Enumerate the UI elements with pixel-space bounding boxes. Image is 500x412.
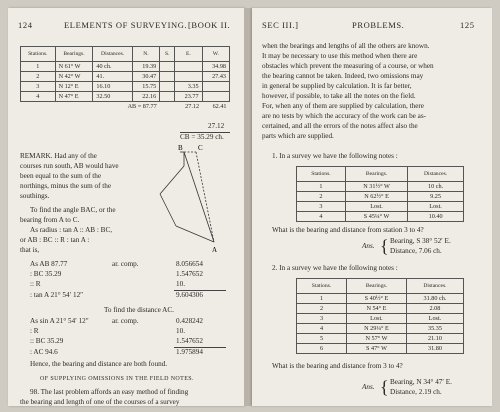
find-line: As radius : tan A :: AB : BC, bbox=[30, 226, 113, 234]
table-cell: 2.08 bbox=[406, 304, 463, 314]
table-cell: 9.25 bbox=[408, 192, 464, 202]
course-line bbox=[160, 194, 176, 226]
point-b-label: B bbox=[178, 144, 183, 152]
calc-line: : R bbox=[30, 327, 39, 335]
traverse-table-header bbox=[21, 47, 230, 62]
table-cell bbox=[160, 62, 175, 72]
col-header-distances: Distances. bbox=[93, 47, 132, 62]
table-row bbox=[297, 344, 464, 354]
notes-table-1 bbox=[296, 166, 464, 222]
table-cell: 2 bbox=[297, 192, 346, 202]
question-1-text: What is the bearing and distance from station 3 to 4? bbox=[272, 226, 424, 234]
table-cell bbox=[160, 82, 175, 92]
table-row bbox=[297, 294, 464, 304]
table-row bbox=[297, 324, 464, 334]
intro-line: certained, and all the errors of the notes affect also the bbox=[262, 122, 418, 130]
right-section-label: SEC III.] bbox=[262, 20, 299, 30]
calc-line: :: R bbox=[30, 280, 41, 288]
table-cell bbox=[160, 72, 175, 82]
answer-2-bearing: Bearing, N 34° 47′ E. bbox=[390, 378, 452, 386]
table-cell: 23.77 bbox=[175, 92, 202, 102]
answer-2-brace: { bbox=[380, 377, 389, 397]
find-line: or AB : BC :: R : tan A : bbox=[20, 236, 90, 244]
calc-line: : AC 94.6 bbox=[30, 348, 58, 356]
table-cell: 21.10 bbox=[406, 334, 463, 344]
col-header-stations: Stations. bbox=[297, 167, 346, 182]
find-line: that is, bbox=[20, 246, 40, 254]
table-cell: 2 bbox=[297, 304, 347, 314]
table-cell: N 57° W bbox=[347, 334, 407, 344]
col-header-distances: Distances. bbox=[408, 167, 464, 182]
section-title: OF SUPPLYING OMISSIONS IN THE FIELD NOTES. bbox=[40, 376, 194, 382]
course-line bbox=[176, 226, 214, 242]
table-cell: 34.98 bbox=[202, 62, 229, 72]
col-header-n: N. bbox=[132, 47, 159, 62]
table-cell: 22.16 bbox=[132, 92, 159, 102]
question-1-title: 1. In a survey we have the following notes : bbox=[272, 152, 398, 160]
table-cell: N 61° W bbox=[55, 62, 93, 72]
table-cell bbox=[175, 62, 202, 72]
table-cell: N 12° E bbox=[55, 82, 93, 92]
table-cell: 31.80 bbox=[406, 344, 463, 354]
notes-table-2 bbox=[296, 278, 464, 354]
calc-line: : BC 35.29 bbox=[30, 270, 62, 278]
table-cell: 10.40 bbox=[408, 212, 464, 222]
calc-line: As sin A 21° 54′ 12″ bbox=[30, 317, 89, 325]
table-cell bbox=[160, 92, 175, 102]
table-cell: 31.80 ch. bbox=[406, 294, 463, 304]
find-line: bearing from A to C. bbox=[20, 216, 80, 224]
table-cell: 4 bbox=[21, 92, 56, 102]
table-cell: 41. bbox=[93, 72, 132, 82]
table-cell: 4 bbox=[297, 324, 347, 334]
table-cell: 3.35 bbox=[175, 82, 202, 92]
table-row bbox=[297, 202, 464, 212]
traverse-table bbox=[20, 46, 230, 112]
table-cell: 32.50 bbox=[93, 92, 132, 102]
calc-value: 8.056654 bbox=[176, 260, 203, 268]
left-page-number: 124 bbox=[18, 20, 33, 30]
table-cell: 3 bbox=[297, 202, 346, 212]
calc-value: 9.604306 bbox=[176, 291, 203, 299]
intro-line: For, when any of them are supplied by calculation, there bbox=[262, 102, 424, 110]
table-row bbox=[297, 182, 464, 192]
table-row bbox=[297, 334, 464, 344]
col-header-bearings: Bearings. bbox=[55, 47, 93, 62]
intro-line: obstacles which prevent the measuring of a course, or when bbox=[262, 62, 434, 70]
table-cell: S 40½° E bbox=[347, 294, 407, 304]
e-total: 27.12 bbox=[175, 102, 202, 112]
col-header-stations: Stations. bbox=[21, 47, 56, 62]
table-cell: 1 bbox=[297, 294, 347, 304]
calc-value: 0.428242 bbox=[176, 317, 203, 325]
table-cell: N 29¼° E bbox=[347, 324, 407, 334]
table-row bbox=[297, 314, 464, 324]
right-running-title: PROBLEMS. bbox=[352, 20, 405, 30]
table-cell: 4 bbox=[297, 212, 346, 222]
table-cell: N 47° E bbox=[55, 92, 93, 102]
col-header-distances: Distances. bbox=[406, 279, 463, 294]
remark-line: northings, minus the sum of the bbox=[20, 182, 112, 190]
intro-line: parts which are supplied. bbox=[262, 132, 334, 140]
right-page-number: 125 bbox=[460, 20, 475, 30]
table-cell bbox=[175, 72, 202, 82]
answer-2-distance: Distance, 2.19 ch. bbox=[390, 388, 442, 396]
book-gutter bbox=[244, 8, 252, 406]
w-total: 62.41 bbox=[202, 102, 229, 112]
table-cell bbox=[202, 82, 229, 92]
table-cell: 5 bbox=[297, 334, 347, 344]
answer-1-distance: Distance, 7.06 ch. bbox=[390, 247, 442, 255]
right-page bbox=[252, 8, 492, 406]
course-line bbox=[160, 166, 184, 194]
intro-line: when the bearings and lengths of all the others are known. bbox=[262, 42, 430, 50]
table-cell: 6 bbox=[297, 344, 347, 354]
col-header-e: E. bbox=[175, 47, 202, 62]
para-line: the bearing and length of one of the courses of a survey bbox=[20, 398, 180, 406]
table-cell: 30.47 bbox=[132, 72, 159, 82]
table-cell: 40 ch. bbox=[93, 62, 132, 72]
remark-line: southings. bbox=[20, 192, 50, 200]
table-row bbox=[297, 212, 464, 222]
question-2-text: What is the bearing and distance from 3 to 4? bbox=[272, 362, 403, 370]
remark-line: REMARK. Had any of the bbox=[20, 152, 97, 160]
calc-value: 1.547652 bbox=[176, 337, 203, 345]
table-cell: Lost. bbox=[408, 202, 464, 212]
table-cell: N 54° E bbox=[347, 304, 407, 314]
table-cell: Lost. bbox=[347, 314, 407, 324]
point-c-label: C bbox=[198, 144, 203, 152]
answer-1-brace: { bbox=[380, 236, 389, 256]
col-header-stations: Stations. bbox=[297, 279, 347, 294]
table-cell: Lost. bbox=[345, 202, 407, 212]
triangle-diagram bbox=[148, 142, 230, 256]
intro-line: in general be supplied by calculation. It is far better, bbox=[262, 82, 412, 90]
intro-line: however, if possible, to take all the notes on the field. bbox=[262, 92, 416, 100]
col-header-bearings: Bearings. bbox=[347, 279, 407, 294]
totals-row bbox=[21, 102, 230, 112]
table-row bbox=[21, 82, 230, 92]
table-cell: 3 bbox=[297, 314, 347, 324]
table-cell: N 31½° W bbox=[345, 182, 407, 192]
left-page bbox=[8, 8, 244, 406]
calc-value: 1.547652 bbox=[176, 270, 203, 278]
calc-line: As AB 87.77 bbox=[30, 260, 68, 268]
w-subtract: 27.12 bbox=[208, 122, 225, 130]
col-header-s: S. bbox=[160, 47, 175, 62]
intro-line: It may be necessary to use this method when there are bbox=[262, 52, 418, 60]
table-row bbox=[297, 192, 464, 202]
table-cell: 15.75 bbox=[132, 82, 159, 92]
answer-1-label: Ans. bbox=[362, 242, 375, 250]
table-cell: 1 bbox=[297, 182, 346, 192]
table-row bbox=[297, 304, 464, 314]
cb-total: CB = 35.29 ch. bbox=[180, 133, 224, 141]
point-a-label: A bbox=[212, 246, 218, 254]
table-cell: N 42° W bbox=[55, 72, 93, 82]
calc-value: 10. bbox=[176, 280, 185, 288]
table-row bbox=[21, 92, 230, 102]
col-header-w: W. bbox=[202, 47, 229, 62]
calc-line: :: BC 35.29 bbox=[30, 337, 64, 345]
calc-line: : tan A 21° 54′ 12″ bbox=[30, 291, 84, 299]
calc-note: ar. comp. bbox=[112, 260, 139, 268]
table-cell: S 45¼° W bbox=[345, 212, 407, 222]
calc-value: 1.975894 bbox=[176, 348, 203, 356]
col-header-bearings: Bearings. bbox=[345, 167, 407, 182]
table-cell: 1 bbox=[21, 62, 56, 72]
answer-2-label: Ans. bbox=[362, 383, 375, 391]
table-row bbox=[21, 62, 230, 72]
table-cell: N 62½° E bbox=[345, 192, 407, 202]
calc-note: ar. comp. bbox=[112, 317, 139, 325]
calc-value: 10. bbox=[176, 327, 185, 335]
table-cell: 16.10 bbox=[93, 82, 132, 92]
table-cell: 27.43 bbox=[202, 72, 229, 82]
remark-line: been equal to the sum of the bbox=[20, 172, 102, 180]
left-running-title: ELEMENTS OF SURVEYING. bbox=[64, 20, 188, 30]
answer-1-bearing: Bearing, S 38° 52′ E. bbox=[390, 237, 451, 245]
left-book-label: [BOOK II. bbox=[188, 20, 231, 30]
intro-line: the bearing cannot be taken. Indeed, two omissions may bbox=[262, 72, 424, 80]
table-cell: 3 bbox=[21, 82, 56, 92]
table-cell: 2 bbox=[21, 72, 56, 82]
table-cell bbox=[202, 92, 229, 102]
ab-total: AB = 87.77 bbox=[93, 102, 160, 112]
table-cell: Lost. bbox=[406, 314, 463, 324]
question-2-title: 2. In a survey we have the following notes : bbox=[272, 264, 398, 272]
para-line: 98. The last problem affords an easy method of finding bbox=[30, 388, 189, 396]
table-cell: 10 ch. bbox=[408, 182, 464, 192]
table-row bbox=[21, 72, 230, 82]
find-line: To find the angle BAC, or the bbox=[30, 206, 116, 214]
ab-line bbox=[184, 152, 214, 242]
find-ac-title: To find the distance AC. bbox=[104, 306, 174, 314]
intro-line: are no tests by which the accuracy of the work can be as- bbox=[262, 112, 427, 120]
remark-line: courses run south, AB would have bbox=[20, 162, 119, 170]
table-cell: 19.39 bbox=[132, 62, 159, 72]
table-cell: 35.35 bbox=[406, 324, 463, 334]
table-cell: S 47° W bbox=[347, 344, 407, 354]
hence-line: Hence, the bearing and distance are both found. bbox=[30, 360, 168, 368]
